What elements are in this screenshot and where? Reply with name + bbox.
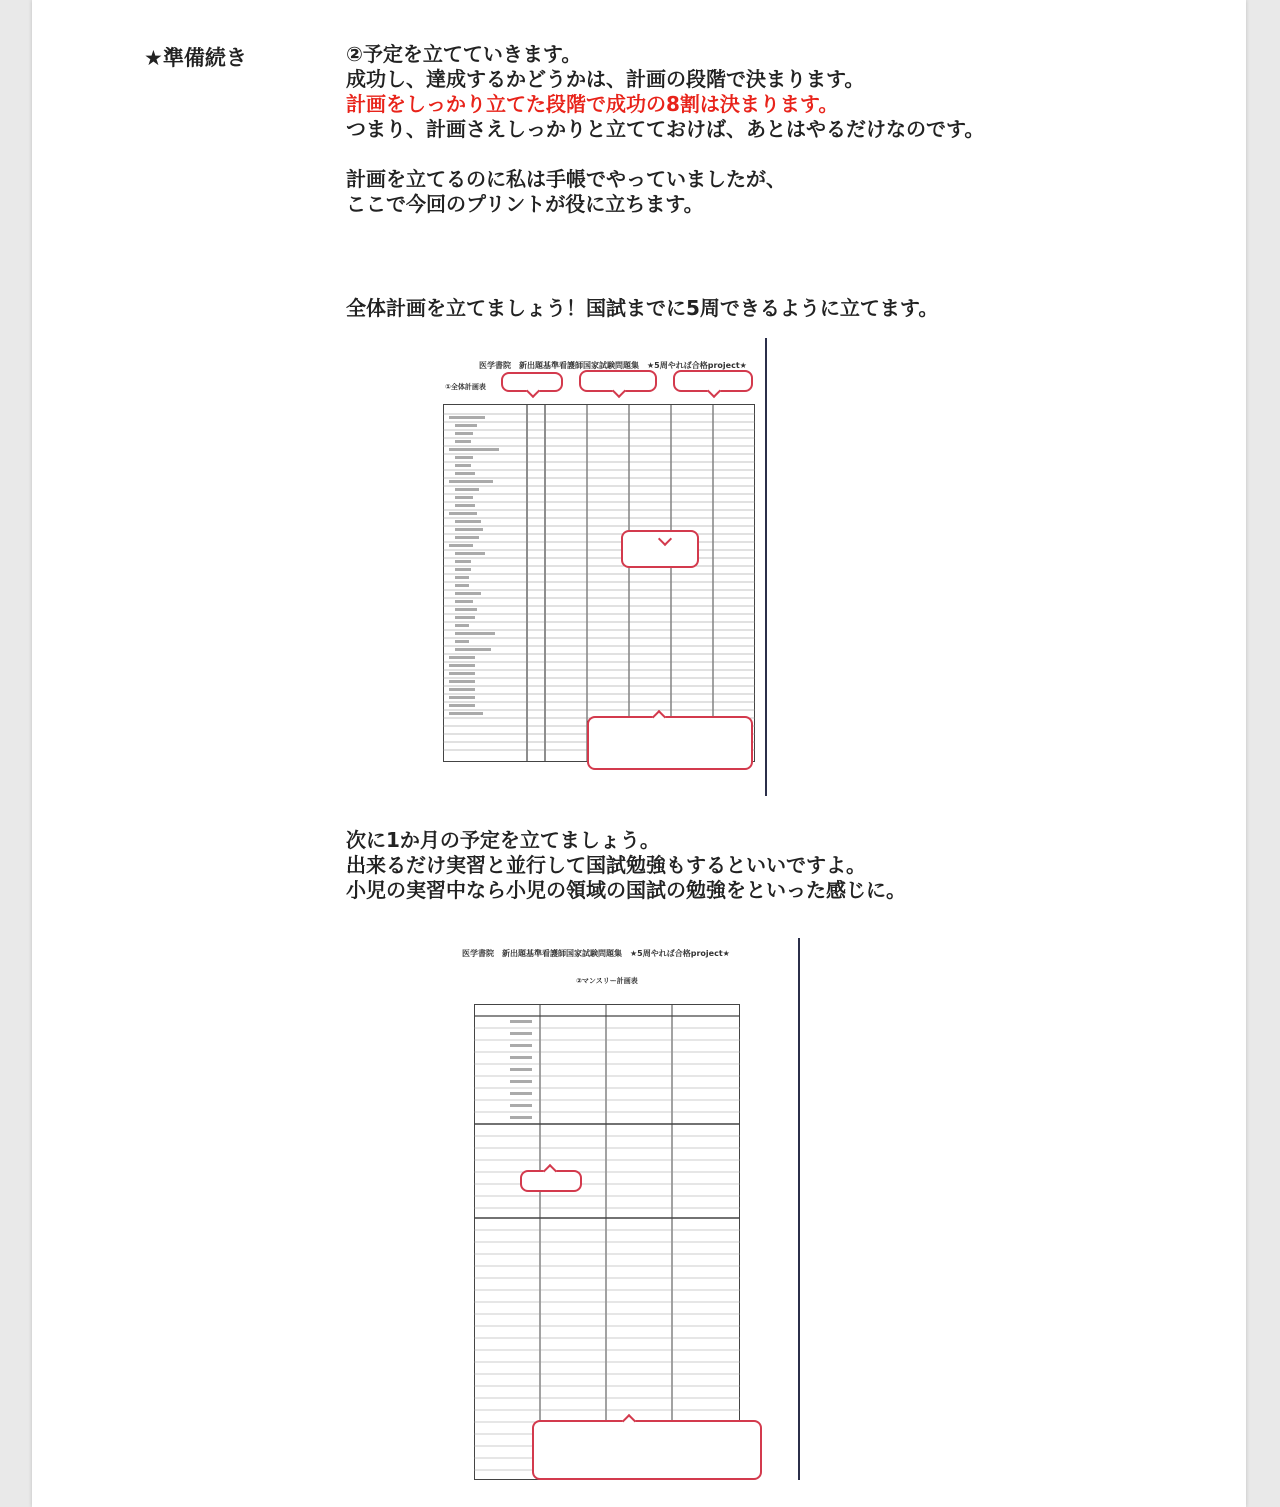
monthly-line-2: 出来るだけ実習と並行して国試勉強もするといいですよ。 — [346, 853, 866, 877]
monthly-line-1: 次に1か月の予定を立てましょう。 — [346, 828, 660, 852]
callout — [501, 372, 563, 392]
intro-line-4: つまり、計画さえしっかりと立てておけば、あとはやるだけなのです。 — [346, 117, 985, 141]
intro-text — [346, 42, 984, 217]
monthly-text — [346, 828, 906, 903]
overall-heading-text: 全体計画を立てましょう！国試までに5周できるように立てます。 — [346, 296, 939, 320]
intro-line-2: 成功し、達成するかどうかは、計画の段階で決まります。 — [346, 67, 865, 91]
intro-line-5: 計画を立てるのに私は手帳でやっていましたが、 — [346, 167, 786, 191]
overall-plan-subtitle: ①全体計画表 — [445, 383, 486, 391]
intro-line-6: ここで今回のプリントが役に立ちます。 — [346, 192, 704, 216]
overall-plan-table — [443, 404, 755, 762]
callout — [587, 716, 753, 770]
intro-highlight-line: 計画をしっかり立てた段階で成功の8割は決まります。 — [346, 92, 839, 116]
callout — [532, 1420, 762, 1480]
section-label: ★準備続き — [144, 46, 247, 70]
monthly-plan-table — [474, 1004, 740, 1480]
monthly-plan-image — [408, 938, 800, 1480]
overall-heading — [346, 296, 938, 321]
monthly-plan-subtitle: ②マンスリー計画表 — [576, 977, 638, 985]
monthly-plan-title: 医学書院 新出題基準看護師国家試験問題集 ★5周やれば合格project★ — [462, 949, 730, 958]
callout — [520, 1170, 582, 1192]
overall-plan-image — [435, 338, 767, 796]
callout — [579, 370, 657, 392]
intro-line-1: ②予定を立てていきます。 — [346, 42, 582, 66]
callout — [621, 530, 699, 568]
monthly-line-3: 小児の実習中なら小児の領域の国試の勉強をといった感じに。 — [346, 878, 906, 902]
overall-plan-title: 医学書院 新出題基準看護師国家試験問題集 ★5周やれば合格project★ — [479, 361, 747, 370]
document-page — [32, 0, 1246, 1507]
callout — [673, 370, 753, 392]
